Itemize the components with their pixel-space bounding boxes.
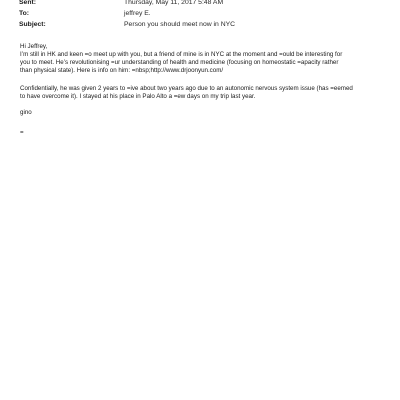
to-row [19,8,379,19]
sent-row [19,0,379,8]
subject-value: Person you should meet now in NYC [124,21,236,28]
greeting: Hi Jeffrey, [20,43,48,50]
email-header [19,0,379,30]
subject-label: Subject: [19,21,46,28]
email-body [20,43,378,145]
to-label: To: [19,10,30,17]
body-paragraph-2: Confidentially, he was given 2 years to =ive about two years ago due to an autonomic nervous system issue (has =eemed to have overcome it). I stayed at his place in Palo Alto a =ew days on my trip last year. [20,85,353,100]
sent-label: Sent: [19,0,36,6]
sent-value: Thursday, May 11, 2017 5:48 AM [124,0,224,6]
body-paragraph-1: I’m still in HK and keen =o meet up with you, but a friend of mine is in NYC at the moment and =ould be interesting for you to meet. He’s revolutionising =ur understanding of health and medicine (focusing on homeostatic =apacity rather than physical state). Here is info on him: =nbsp;http://www.drjoonyun.com/ [20,51,343,74]
signoff: gino [20,109,32,116]
subject-row [19,19,379,30]
trailing-marker: = [20,129,24,136]
to-value: jeffrey E. [124,10,151,17]
